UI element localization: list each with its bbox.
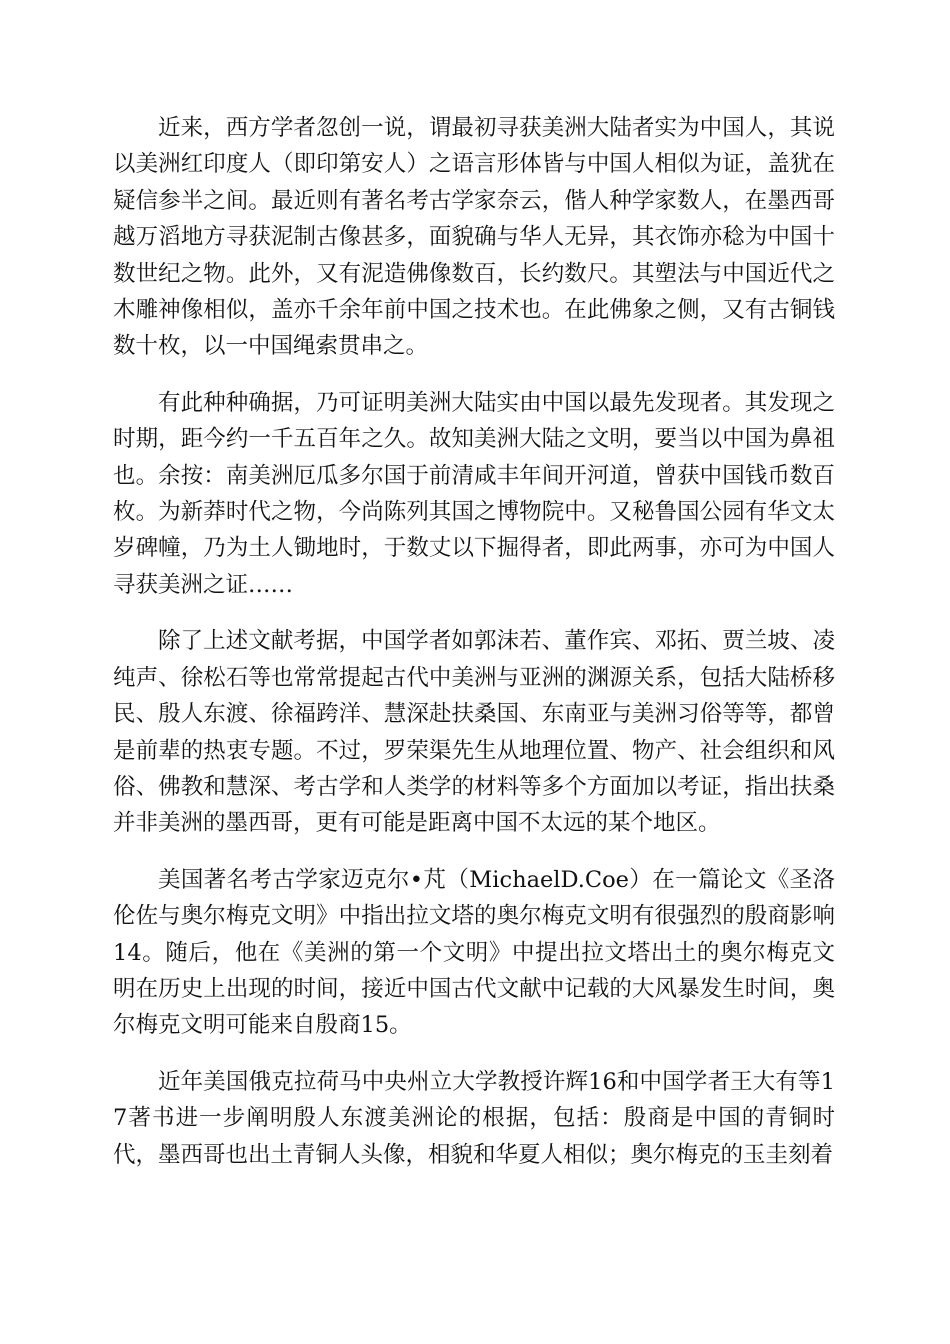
paragraph-3: 除了上述文献考据，中国学者如郭沫若、董作宾、邓拓、贾兰坡、凌纯声、徐松石等也常常提起古代中美洲与亚洲的渊源关系，包括大陆桥移民、殷人东渡、徐福跨洋、慧深赴扶桑国、东南亚与美洲习俗等等，都曾是前辈的热衷专题。不过，罗荣渠先生从地理位置、物产、社会组织和风俗、佛教和慧深、考古学和人类学的材料等多个方面加以考证，指出扶桑并非美洲的墨西哥，更有可能是距离中国不太远的某个地区。 [113,628,835,837]
paragraph-1: 近来，西方学者忽创一说，谓最初寻获美洲大陆者实为中国人，其说以美洲红印度人（即印第安人）之语言形体皆与中国人相似为证，盖犹在疑信参半之间。最近则有著名考古学家奈云，偕人种学家数人，在墨西哥越万滔地方寻获泥制古像甚多，面貌确与华人无异，其衣饰亦稔为中国十数世纪之物。此外，又有泥造佛像数百，长约数尺。其塑法与中国近代之木雕神像相似，盖亦千余年前中国之技术也。在此佛象之侧，又有古铜钱数十枚，以一中国绳索贯串之。 [113,115,835,360]
document-page [113,110,835,1193]
paragraph-4: 美国著名考古学家迈克尔•芃（MichaelD.Coe）在一篇论文《圣洛伦佐与奥尔梅克文明》中指出拉文塔的奥尔梅克文明有很强烈的殷商影响14。随后，他在《美洲的第一个文明》中提出拉文塔出土的奥尔梅克文明在历史上出现的时间，接近中国古代文献中记载的大风暴发生时间，奥尔梅克文明可能来自殷商15。 [113,866,835,1039]
paragraph-5: 近年美国俄克拉荷马中央州立大学教授许辉16和中国学者王大有等17著书进一步阐明殷人东渡美洲论的根据，包括：殷商是中国的青铜时代，墨西哥也出土青铜人头像，相貌和华夏人相似；奥尔梅克的玉圭刻着 [113,1068,835,1168]
paragraph-2: 有此种种确据，乃可证明美洲大陆实由中国以最先发现者。其发现之时期，距今约一千五百年之久。故知美洲大陆之文明，要当以中国为鼻祖也。余按：南美洲厄瓜多尔国于前清咸丰年间开河道，曾获中国钱币数百枚。为新莽时代之物，今尚陈列其国之博物院中。又秘鲁国公园有华文太岁碑幢，乃为土人锄地时，于数丈以下掘得者，即此两事，亦可为中国人寻获美洲之证…… [113,389,835,598]
